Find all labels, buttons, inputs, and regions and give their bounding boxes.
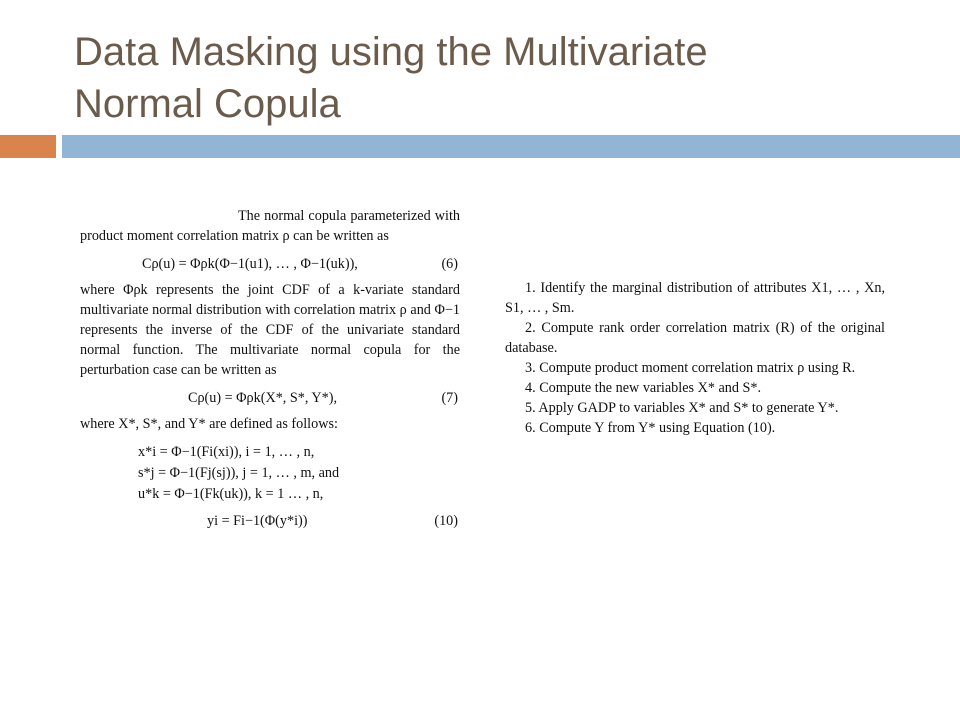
- paragraph-intro: The normal copula parameterized with product moment correlation matrix ρ can be written as: [80, 208, 460, 244]
- accent-bar-orange: [0, 135, 56, 158]
- equation-10-number: (10): [434, 513, 458, 529]
- title-line-2: Normal Copula: [74, 82, 341, 126]
- step-item: 2. Compute rank order correlation matrix (R) of the original database.: [505, 320, 885, 356]
- step-item: 4. Compute the new variables X* and S*.: [525, 380, 762, 396]
- definition-x: x*i = Φ−1(Fi(xi)), i = 1, … , n,: [138, 444, 315, 460]
- equation-6-formula: Cρ(u) = Φρk(Φ−1(u1), … , Φ−1(uk)),: [142, 256, 358, 272]
- accent-bar-blue: [62, 135, 960, 158]
- equation-6-number: (6): [441, 256, 458, 272]
- paragraph-definition: where Φρk represents the joint CDF of a k-variate standard multivariate normal distribution with correlation matrix ρ and Φ−1 represents the inverse of the CDF of the univariate standard normal function. The multivariate normal copula for the perturbation case can be written as: [80, 282, 460, 378]
- step-item: 3. Compute product moment correlation matrix ρ using R.: [525, 360, 856, 376]
- definition-s: s*j = Φ−1(Fj(sj)), j = 1, … , m, and: [138, 465, 340, 481]
- equation-6: [80, 246, 460, 280]
- variable-definitions: [138, 442, 460, 505]
- equation-10: [80, 505, 460, 535]
- step-item: 5. Apply GADP to variables X* and S* to generate Y*.: [525, 400, 839, 416]
- equation-7: [80, 380, 460, 414]
- procedure-steps: [505, 278, 885, 438]
- slide-title: [74, 26, 934, 130]
- right-text-column: [505, 278, 885, 438]
- paragraph-variables: where X*, S*, and Y* are defined as follows:: [80, 416, 338, 432]
- equation-10-formula: yi = Fi−1(Φ(y*i)): [207, 513, 308, 529]
- equation-7-number: (7): [441, 390, 458, 406]
- step-item: 6. Compute Y from Y* using Equation (10).: [525, 420, 776, 436]
- definition-u: u*k = Φ−1(Fk(uk)), k = 1 … , n,: [138, 486, 324, 502]
- left-text-column: [80, 206, 460, 535]
- title-line-1: Data Masking using the Multivariate: [74, 30, 708, 74]
- step-item: 1. Identify the marginal distribution of attributes X1, … , Xn, S1, … , Sm.: [505, 280, 885, 316]
- equation-7-formula: Cρ(u) = Φρk(X*, S*, Y*),: [188, 390, 338, 406]
